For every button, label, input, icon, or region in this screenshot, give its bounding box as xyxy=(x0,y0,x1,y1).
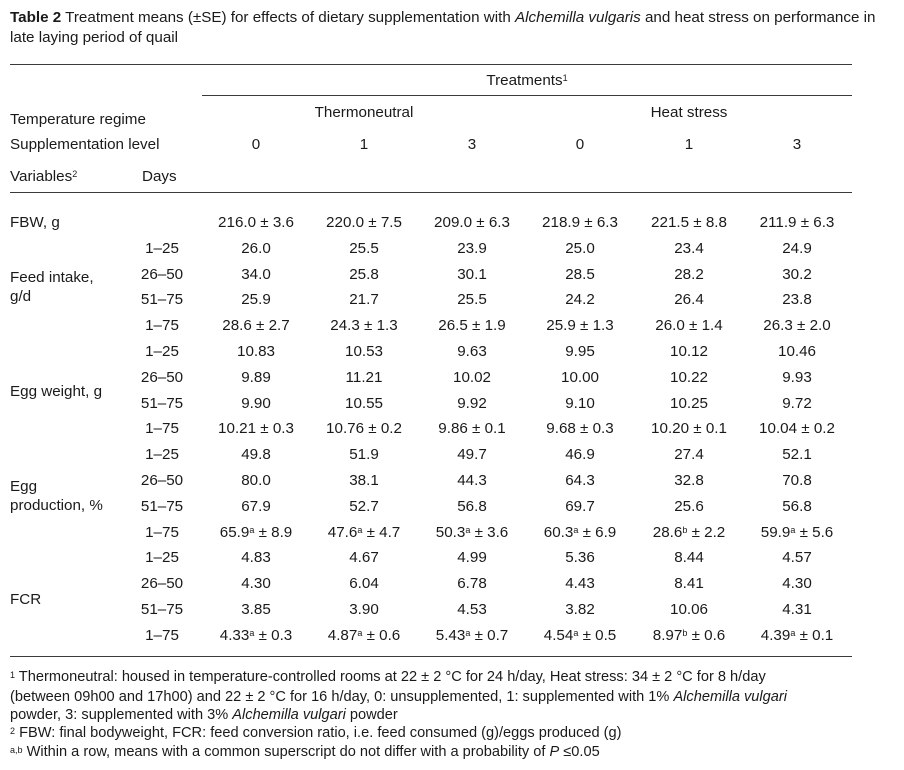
value-cell: 28.2 xyxy=(674,265,704,283)
value-cell: 25.5 xyxy=(349,239,379,257)
value-cell: 64.3 xyxy=(565,472,595,489)
standard-error: ± 4.7 xyxy=(362,523,401,541)
standard-error: ± 0.5 xyxy=(578,626,617,644)
standard-error: ± 8.9 xyxy=(254,523,293,541)
value-cell: 9.10 xyxy=(565,394,595,412)
footnote-3-text-b: ≤0.05 xyxy=(559,744,600,760)
days-cell: 1–75 xyxy=(145,523,179,541)
significance-superscript: a xyxy=(249,524,255,535)
level-header: 1 xyxy=(684,136,694,153)
value-cell xyxy=(653,523,725,542)
level-header: 3 xyxy=(467,136,477,153)
value-cell: 46.9 xyxy=(565,446,595,464)
egg-production-label xyxy=(10,477,103,515)
mean-value: 65.9 xyxy=(219,523,250,541)
value-cell: 28.6 ± 2.7 xyxy=(222,317,290,335)
value-cell xyxy=(220,523,292,542)
days-cell: 26–50 xyxy=(140,265,184,283)
footnote-3-p: P xyxy=(549,744,560,760)
mean-value: 4.87 xyxy=(327,626,358,644)
fcr-label: FCR xyxy=(10,591,42,608)
value-cell: 220.0 ± 7.5 xyxy=(326,214,402,231)
significance-superscript: b xyxy=(682,524,688,535)
value-cell: 49.8 xyxy=(241,446,271,464)
value-cell: 4.83 xyxy=(241,549,271,567)
days-cell: 26–50 xyxy=(140,472,184,489)
treatments-sup: 1 xyxy=(562,73,568,83)
value-cell: 27.4 xyxy=(674,446,704,464)
value-cell: 4.67 xyxy=(349,549,379,567)
value-cell: 70.8 xyxy=(782,472,812,489)
value-cell: 4.99 xyxy=(457,549,487,567)
days-cell: 26–50 xyxy=(140,575,184,593)
significance-superscript: a xyxy=(573,524,579,535)
value-cell: 49.7 xyxy=(457,446,487,464)
footnote-3-mark: a,b xyxy=(10,745,23,755)
value-cell: 69.7 xyxy=(565,497,595,515)
value-cell: 10.00 xyxy=(560,368,600,386)
level-header: 1 xyxy=(359,136,369,153)
value-cell: 24.3 ± 1.3 xyxy=(330,317,398,335)
value-cell: 26.0 xyxy=(241,239,271,257)
value-cell: 10.53 xyxy=(344,343,384,360)
value-cell: 209.0 ± 6.3 xyxy=(434,214,510,231)
value-cell: 10.21 ± 0.3 xyxy=(218,420,294,438)
value-cell: 10.76 ± 0.2 xyxy=(326,420,402,438)
mean-value: 28.6 xyxy=(652,523,683,541)
value-cell: 9.63 xyxy=(457,343,487,360)
value-cell: 9.72 xyxy=(782,394,812,412)
value-cell: 30.1 xyxy=(457,265,487,283)
footnote-1-text-1: Thermoneutral: housed in temperature-controlled rooms at 22 ± 2 °C for 24 h/day, Heat stress: 34 ± 2 °C for 8 h/day xyxy=(15,669,766,685)
standard-error: ± 0.3 xyxy=(254,626,293,644)
level-header: 0 xyxy=(575,136,585,153)
days-cell: 51–75 xyxy=(140,601,184,618)
value-cell: 25.6 xyxy=(674,497,704,515)
days-cell: 51–75 xyxy=(140,497,184,515)
days-cell: 1–25 xyxy=(145,549,179,567)
value-cell: 25.8 xyxy=(349,265,379,283)
value-cell xyxy=(328,523,400,542)
footnote-2-mark: 2 xyxy=(10,726,16,736)
caption-text-after: and heat stress on performance in late laying period of quail xyxy=(10,9,876,46)
standard-error: ± 2.2 xyxy=(687,523,726,541)
treatments-header xyxy=(486,71,567,90)
value-cell: 26.4 xyxy=(674,291,704,309)
value-cell: 25.0 xyxy=(565,239,595,257)
value-cell: 9.93 xyxy=(782,368,812,386)
value-cell xyxy=(544,626,616,645)
value-cell: 221.5 ± 8.8 xyxy=(651,214,727,231)
days-cell: 1–25 xyxy=(145,239,179,257)
footnote-2 xyxy=(10,724,622,742)
footnote-1-text-3: powder, 3: supplemented with 3% xyxy=(10,707,233,723)
significance-superscript: a xyxy=(357,524,363,535)
value-cell xyxy=(653,626,725,645)
value-cell: 8.44 xyxy=(674,549,704,567)
value-cell: 4.57 xyxy=(782,549,812,567)
mean-value: 50.3 xyxy=(435,523,466,541)
value-cell: 216.0 ± 3.6 xyxy=(218,214,294,231)
value-cell: 26.3 ± 2.0 xyxy=(763,317,831,335)
level-header: 0 xyxy=(251,136,261,153)
value-cell xyxy=(761,626,833,645)
thermoneutral-header: Thermoneutral xyxy=(314,104,414,121)
mean-value: 4.33 xyxy=(219,626,250,644)
standard-error: ± 3.6 xyxy=(470,523,509,541)
variables-header xyxy=(10,167,77,186)
header-bottom-rule xyxy=(10,192,852,193)
value-cell: 10.12 xyxy=(669,343,709,360)
footnote-1-text-2: (between 09h00 and 17h00) and 22 ± 2 °C for 16 h/day, 0: unsupplemented, 1: supplemented with 1% xyxy=(10,689,674,705)
value-cell: 28.5 xyxy=(565,265,595,283)
footnote-1-mark: 1 xyxy=(10,670,16,680)
value-cell: 11.21 xyxy=(345,368,383,386)
value-cell: 9.90 xyxy=(241,394,271,412)
table-bottom-rule xyxy=(10,656,852,657)
caption-text-before: Treatment means (±SE) for effects of dietary supplementation with xyxy=(61,9,515,26)
value-cell: 26.0 ± 1.4 xyxy=(655,317,723,335)
standard-error: ± 0.7 xyxy=(470,626,509,644)
value-cell: 4.43 xyxy=(565,575,595,593)
value-cell: 52.1 xyxy=(782,446,812,464)
value-cell: 25.5 xyxy=(457,291,487,309)
value-cell xyxy=(436,626,508,645)
days-cell: 1–25 xyxy=(145,343,179,360)
mean-value: 47.6 xyxy=(327,523,358,541)
value-cell: 218.9 ± 6.3 xyxy=(542,214,618,231)
days-cell: 51–75 xyxy=(140,291,184,309)
value-cell: 25.9 xyxy=(241,291,271,309)
mean-value: 5.43 xyxy=(435,626,466,644)
temperature-regime-label: Temperature regime xyxy=(10,111,146,128)
level-header: 3 xyxy=(792,136,802,153)
value-cell: 56.8 xyxy=(782,497,812,515)
days-header: Days xyxy=(142,168,177,185)
fbw-label: FBW, g xyxy=(10,214,60,231)
value-cell xyxy=(220,626,292,645)
value-cell: 30.2 xyxy=(782,265,812,283)
value-cell: 80.0 xyxy=(241,472,271,489)
value-cell: 3.90 xyxy=(349,601,379,618)
footnote-2-text: FBW: final bodyweight, FCR: feed conversion ratio, i.e. feed consumed (g)/eggs produced (g) xyxy=(15,725,622,741)
significance-superscript: a xyxy=(790,524,796,535)
value-cell: 8.41 xyxy=(674,575,704,593)
significance-superscript: a xyxy=(357,627,363,638)
significance-superscript: a xyxy=(249,627,255,638)
value-cell: 23.4 xyxy=(674,239,704,257)
significance-superscript: a xyxy=(465,524,471,535)
standard-error: ± 5.6 xyxy=(795,523,834,541)
caption-species: Alchemilla vulgaris xyxy=(514,9,641,26)
value-cell: 23.9 xyxy=(457,239,487,257)
egg-weight-label: Egg weight, g xyxy=(10,383,103,400)
variables-sup: 2 xyxy=(72,169,78,179)
value-cell: 24.9 xyxy=(782,239,812,257)
standard-error: ± 0.1 xyxy=(795,626,834,644)
value-cell: 10.83 xyxy=(236,343,276,360)
value-cell: 4.53 xyxy=(457,601,487,618)
value-cell: 10.25 xyxy=(669,394,709,412)
value-cell xyxy=(436,523,508,542)
footnote-1-line-3 xyxy=(10,706,398,724)
days-cell: 1–75 xyxy=(145,626,179,644)
value-cell: 10.20 ± 0.1 xyxy=(651,420,727,438)
value-cell: 9.86 ± 0.1 xyxy=(438,420,506,438)
value-cell: 5.36 xyxy=(565,549,595,567)
value-cell: 67.9 xyxy=(241,497,271,515)
treatments-rule xyxy=(202,95,852,96)
mean-value: 4.54 xyxy=(543,626,574,644)
value-cell: 25.9 ± 1.3 xyxy=(546,317,614,335)
footnote-1-line-2 xyxy=(10,688,787,706)
feed-intake-label-line1: Feed intake, xyxy=(10,269,94,286)
value-cell: 4.31 xyxy=(782,601,812,618)
significance-superscript: a xyxy=(790,627,796,638)
standard-error: ± 0.6 xyxy=(687,626,726,644)
footnote-1-line-1 xyxy=(10,668,766,686)
value-cell: 10.46 xyxy=(777,343,817,360)
value-cell: 26.5 ± 1.9 xyxy=(438,317,506,335)
days-cell: 1–75 xyxy=(145,420,179,438)
value-cell: 24.2 xyxy=(565,291,595,309)
value-cell: 3.82 xyxy=(565,601,595,618)
value-cell: 4.30 xyxy=(782,575,812,593)
value-cell: 211.9 ± 6.3 xyxy=(759,214,835,231)
days-cell: 1–75 xyxy=(145,317,179,335)
value-cell: 38.1 xyxy=(349,472,379,489)
top-rule xyxy=(10,64,852,65)
value-cell xyxy=(544,523,616,542)
mean-value: 4.39 xyxy=(760,626,791,644)
egg-production-label-line1: Egg xyxy=(10,478,38,495)
footnote-1-species-1: Alchemilla vulgari xyxy=(673,689,788,705)
value-cell: 56.8 xyxy=(457,497,487,515)
feed-intake-label-line2: g/d xyxy=(10,288,32,305)
value-cell xyxy=(761,523,833,542)
value-cell: 32.8 xyxy=(674,472,704,489)
treatments-label: Treatments xyxy=(486,72,563,89)
footnote-1-species-2: Alchemilla vulgari xyxy=(232,707,346,723)
value-cell: 4.30 xyxy=(241,575,271,593)
value-cell: 51.9 xyxy=(349,446,379,464)
heat-stress-header: Heat stress xyxy=(650,104,728,121)
value-cell: 9.89 xyxy=(241,368,271,386)
footnote-1-text-4: powder xyxy=(345,707,398,723)
value-cell: 10.22 xyxy=(669,368,709,386)
value-cell: 44.3 xyxy=(457,472,487,489)
footnote-3 xyxy=(10,743,600,761)
table-label: Table 2 xyxy=(10,9,62,26)
mean-value: 59.9 xyxy=(760,523,791,541)
days-cell: 1–25 xyxy=(145,446,179,464)
value-cell: 23.8 xyxy=(782,291,812,309)
value-cell: 6.04 xyxy=(349,575,379,593)
footnote-3-text-a: Within a row, means with a common superscript do not differ with a probability of xyxy=(22,744,550,760)
days-cell: 26–50 xyxy=(140,368,184,386)
feed-intake-label xyxy=(10,268,94,306)
value-cell: 6.78 xyxy=(457,575,487,593)
mean-value: 8.97 xyxy=(652,626,683,644)
value-cell: 9.92 xyxy=(457,394,487,412)
value-cell: 10.04 ± 0.2 xyxy=(759,420,835,438)
mean-value: 60.3 xyxy=(543,523,574,541)
table-caption xyxy=(10,8,890,48)
value-cell: 10.02 xyxy=(452,368,492,386)
days-cell: 51–75 xyxy=(140,394,184,412)
value-cell xyxy=(328,626,400,645)
supplementation-level-label: Supplementation level xyxy=(10,136,160,153)
standard-error: ± 6.9 xyxy=(578,523,617,541)
significance-superscript: a xyxy=(573,627,579,638)
significance-superscript: a xyxy=(465,627,471,638)
standard-error: ± 0.6 xyxy=(362,626,401,644)
value-cell: 3.85 xyxy=(241,601,271,618)
egg-production-label-line2: production, % xyxy=(10,497,103,514)
significance-superscript: b xyxy=(682,627,688,638)
variables-label: Variables xyxy=(10,168,73,185)
value-cell: 10.55 xyxy=(344,394,384,412)
value-cell: 9.95 xyxy=(565,343,595,360)
value-cell: 34.0 xyxy=(241,265,271,283)
value-cell: 10.06 xyxy=(669,601,709,618)
value-cell: 21.7 xyxy=(349,291,379,309)
value-cell: 9.68 ± 0.3 xyxy=(546,420,614,438)
value-cell: 52.7 xyxy=(349,497,379,515)
